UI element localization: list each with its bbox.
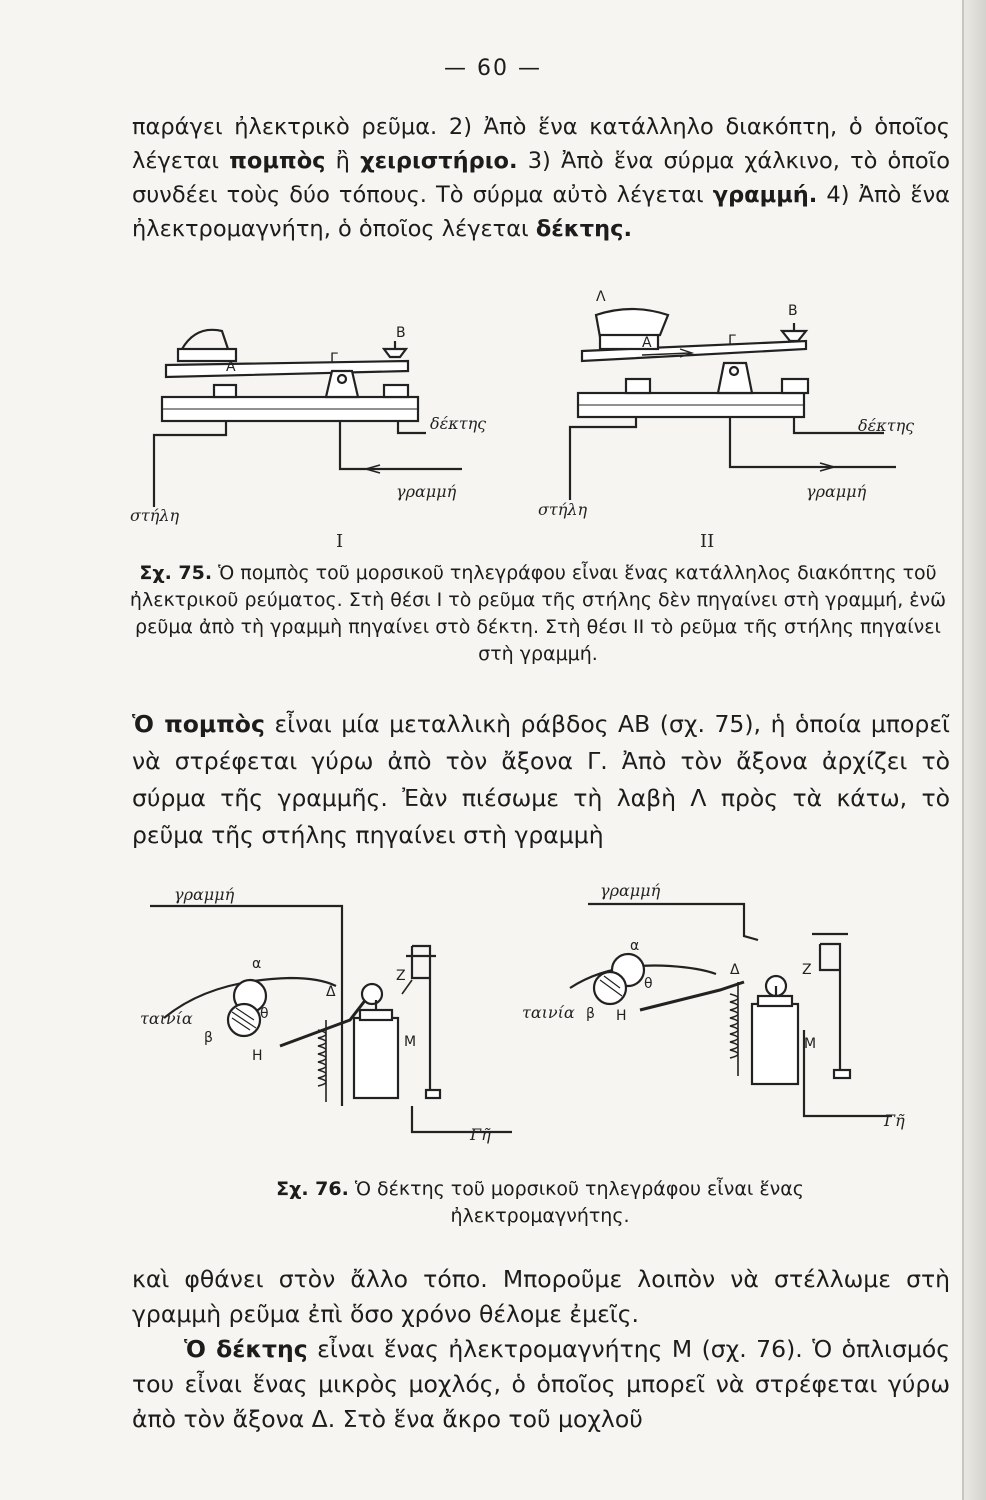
fig76-label-H-right: Η [616,1008,627,1024]
term-cheiristirio: χειριστήριο. [360,148,518,174]
fig75-label-B2: B [788,303,798,319]
key-position-1 [154,330,462,507]
figure-75-diagram [130,285,950,560]
fig76-tainia-left: ταινία [140,1009,193,1028]
para3-text: καὶ φθάνει στὸν ἄλλο τόπο. Μποροῦμε λοιπὸν νὰ στέλλωμε στὴ γραμμὴ ρεῦμα ἐπὶ ὅσο χρόνο θέλομε ἐμεῖς. [132,1265,950,1328]
fig75-label-L: Λ [596,289,606,305]
intro-paragraph [132,110,950,246]
page-edge [962,0,986,1500]
paragraph-dektis [132,1332,950,1437]
intro-text-3: 3) Ἀπὸ ἕνα σύρμα χάλκινο, τὸ ὁποῖο συνδέει τοὺς δύο τόπους. Τὸ σύρμα αὐτὸ λέγεται [132,148,950,208]
fig75-grammi-1: γραμμή [396,482,457,501]
fig75-stili-1: στήλη [130,506,180,525]
fig76-label-b-left: β [204,1030,213,1046]
fig76-label-a-right: α [630,938,640,954]
fig76-label-theta-right: θ [644,976,653,992]
fig76-label-b-right: β [586,1006,595,1022]
fig76-label-D-right: Δ [730,962,740,978]
figure-76-caption [200,1176,880,1230]
term-dektis: δέκτης. [535,216,633,242]
fig75-dektis-1: δέκτης [430,414,487,433]
fig76-grammi-left: γραμμή [174,885,235,904]
fig76-label-M-left: Μ [404,1034,417,1050]
paragraph-continuation [132,1262,950,1332]
page-number: — 60 — [444,56,542,81]
term-dektis-2: Ὁ δέκτης [184,1335,308,1363]
fig75-stili-2: στήλη [538,500,588,519]
term-pompos-2: Ὁ πομπὸς [132,710,265,738]
intro-text-4: 4) Ἀπὸ ἕνα ἠλεκτρομαγνήτη, ὁ ὁποῖος λέγεται [132,182,950,242]
fig76-label-M-right: Μ [804,1036,817,1052]
fig75-label-G2: Γ [728,333,736,349]
fig76-label-H-left: Η [252,1048,263,1064]
receiver-left [150,906,512,1132]
fig76-gi-right: Γῆ [884,1111,905,1130]
fig75-caption-label: Σχ. 75. [139,562,213,584]
para2-text: εἶναι μία μεταλλικὴ ράβδος ΑΒ (σχ. 75), ἡ ὁποία μπορεῖ νὰ στρέφεται γύρω ἀπὸ τὸν ἄξονα Γ. Ἀπὸ τὸν ἄξονα ἀρχίζει τὸ σύρμα τῆς γραμμῆς. Ἐὰν πιέσωμε τὴ λαβὴ Λ πρὸς τὰ κάτω, τὸ ρεῦμα τῆς στήλης πηγαίνει στὴ γραμμὴ [132,710,950,849]
fig75-label-A1: A [226,359,236,375]
figure-75-caption [128,560,948,668]
fig75-label-B1: B [396,325,406,341]
fig76-gi-left: Γῆ [470,1125,491,1144]
fig76-label-a-left: α [252,956,262,972]
intro-text-1: παράγει ἠλεκτρικὸ ρεῦμα. 2) Ἀπὸ ἕνα κατάλληλο διακόπτη, ὁ ὁποῖος λέγεται [132,114,950,174]
fig75-grammi-2: γραμμή [806,482,867,501]
figure-76-diagram [140,870,920,1165]
fig76-label-Z-left: Ζ [396,968,406,984]
fig76-label-theta-left: θ [260,1006,269,1022]
term-grammi: γραμμή. [712,182,818,208]
fig76-label-Z-right: Ζ [802,962,812,978]
fig75-position-II: II [700,531,715,552]
intro-text-2: ἢ [325,148,361,174]
fig76-tainia-right: ταινία [522,1003,575,1022]
paragraph-pompos [132,706,950,854]
fig76-caption-label: Σχ. 76. [276,1178,349,1200]
fig75-position-I: I [336,531,344,552]
para4-text: εἶναι ἕνας ἠλεκτρομαγνήτης Μ (σχ. 76). Ὁ ὁπλισμός του εἶναι ἕνας μικρὸς μοχλός, ὁ ὁποῖος μπορεῖ νὰ στρέφεται γύρω ἀπὸ τὸν ἄξονα Δ. Στὸ ἕνα ἄκρο τοῦ μοχλοῦ [132,1335,950,1433]
fig75-label-G1: Γ [330,351,338,367]
fig76-label-D-left: Δ [326,984,336,1000]
fig76-grammi-right: γραμμή [600,881,661,900]
fig75-dektis-2: δέκτης [858,416,915,435]
fig76-caption-text: Ὁ δέκτης τοῦ μορσικοῦ τηλεγράφου εἶναι ἕνας ἠλεκτρομαγνήτης. [348,1178,804,1227]
fig75-caption-text: Ὁ πομπὸς τοῦ μορσικοῦ τηλεγράφου εἶναι ἕνας κατάλληλος διακόπτης τοῦ ἠλεκτρικοῦ ρεύματος. Στὴ θέσι I τὸ ρεῦμα τῆς στήλης δὲν πηγαίνει στὴ γραμμή, ἐνῶ ρεῦμα ἀπὸ τὴ γραμμὴ πηγαίνει στὸ δέκτη. Στὴ θέσι II τὸ ρεῦμα τῆς στήλης πηγαίνει στὴ γραμμή. [129,562,947,665]
fig75-label-A2: A [642,335,652,351]
term-pompos: πομπὸς [229,148,326,174]
